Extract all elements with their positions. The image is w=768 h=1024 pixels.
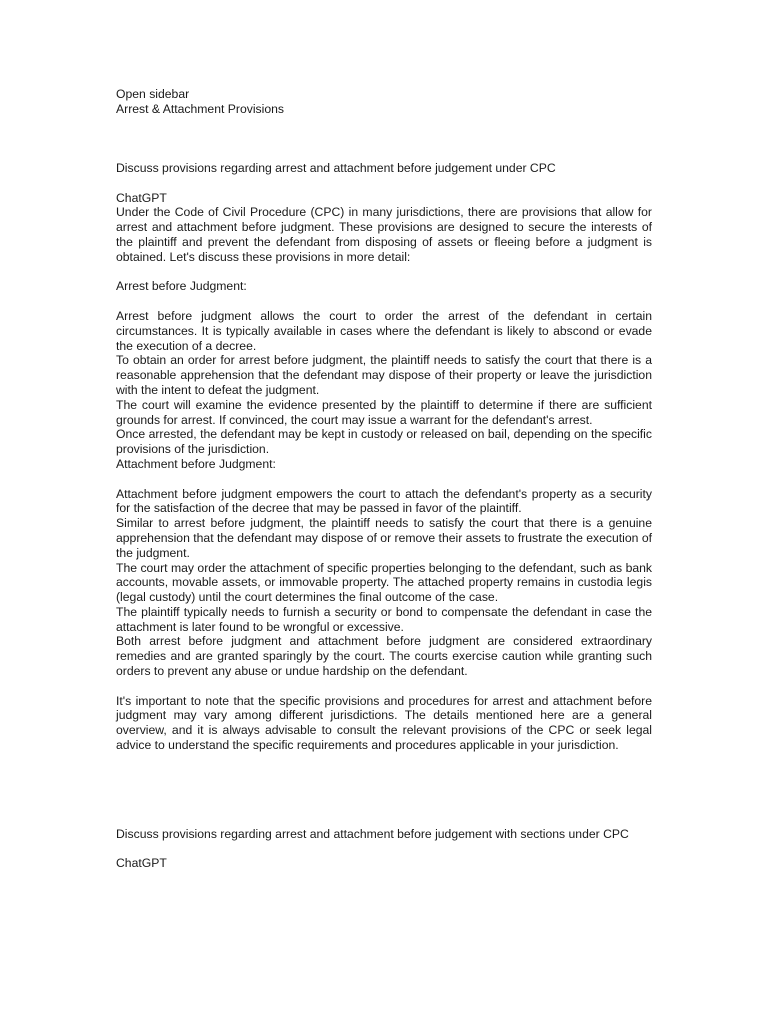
speaker-label-2: ChatGPT bbox=[116, 856, 167, 871]
arrest-point-3: The court will examine the evidence presented by the plaintiff to determine if there are sufficient grounds for arrest. If convinced, the court may issue a warrant for the defendant's arrest. bbox=[116, 397, 652, 427]
conversation-title: Arrest & Attachment Provisions bbox=[116, 101, 284, 116]
user-prompt-2: Discuss provisions regarding arrest and attachment before judgement with sections under CPC bbox=[116, 826, 629, 841]
spacer bbox=[116, 842, 652, 857]
spacer bbox=[116, 753, 652, 827]
spacer bbox=[116, 265, 652, 280]
spacer bbox=[116, 176, 652, 191]
response-conclusion: It's important to note that the specific provisions and procedures for arrest and attachment before judgment may vary among different jurisdictions. The details mentioned here are a general overview, and it is always advisable to consult the relevant provisions of the CPC or seek legal advice to understand the specific requirements and procedures applicable in your jurisdiction. bbox=[116, 693, 652, 753]
section-heading-attachment: Attachment before Judgment: bbox=[116, 456, 276, 471]
spacer bbox=[116, 679, 652, 694]
arrest-point-2: To obtain an order for arrest before judgment, the plaintiff needs to satisfy the court that there is a reasonable apprehension that the defendant may dispose of their property or leave the jurisdiction with the intent to defeat the judgment. bbox=[116, 353, 652, 397]
user-prompt-1: Discuss provisions regarding arrest and attachment before judgement under CPC bbox=[116, 160, 556, 175]
arrest-point-4: Once arrested, the defendant may be kept in custody or released on bail, depending on the specific provisions of the jurisdiction. bbox=[116, 427, 652, 457]
spacer bbox=[116, 117, 652, 161]
section-heading-arrest: Arrest before Judgment: bbox=[116, 279, 247, 294]
response-intro: Under the Code of Civil Procedure (CPC) in many jurisdictions, there are provisions that allow for arrest and attachment before judgment. These provisions are designed to secure the interests of the plaintiff and prevent the defendant from disposing of assets or fleeing before a judgment is obtained. Let's discuss these provisions in more detail: bbox=[116, 205, 652, 264]
attachment-point-5: Both arrest before judgment and attachment before judgment are considered extraordinary remedies and are granted sparingly by the court. The courts exercise caution while granting such orders to prevent any abuse or undue hardship on the defendant. bbox=[116, 634, 652, 679]
spacer bbox=[116, 472, 652, 487]
document-page bbox=[116, 87, 652, 871]
spacer bbox=[116, 294, 652, 309]
attachment-point-1: Attachment before judgment empowers the court to attach the defendant's property as a security for the satisfaction of the decree that may be passed in favor of the plaintiff. bbox=[116, 486, 652, 516]
open-sidebar-link[interactable]: Open sidebar bbox=[116, 87, 190, 101]
attachment-point-2: Similar to arrest before judgment, the plaintiff needs to satisfy the court that there is a genuine apprehension that the defendant may dispose of or remove their assets to frustrate the execution of the judgment. bbox=[116, 516, 652, 560]
arrest-point-1: Arrest before judgment allows the court to order the arrest of the defendant in certain circumstances. It is typically available in cases where the defendant is likely to abscond or evade the execution of a decree. bbox=[116, 308, 652, 353]
speaker-label-1: ChatGPT bbox=[116, 190, 167, 205]
attachment-point-3: The court may order the attachment of specific properties belonging to the defendant, such as bank accounts, movable assets, or immovable property. The attached property remains in custodia legis (legal custody) until the court determines the final outcome of the case. bbox=[116, 560, 652, 605]
attachment-point-4: The plaintiff typically needs to furnish a security or bond to compensate the defendant in case the attachment is later found to be wrongful or excessive. bbox=[116, 604, 652, 634]
